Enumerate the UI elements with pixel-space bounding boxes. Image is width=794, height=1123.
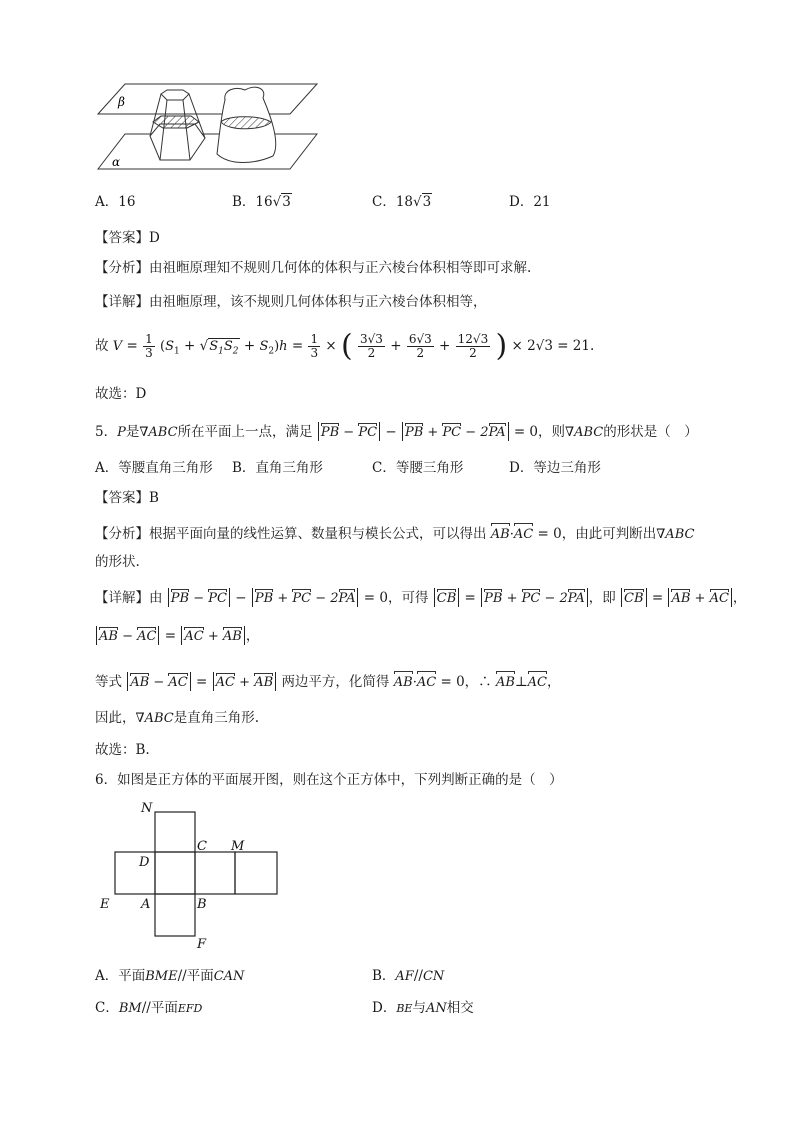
q6-option-d: D．BE与AN相交 [372, 1000, 474, 1016]
label-M: M [231, 839, 245, 854]
q5-detail-line2: AB − AC = AC + AB ， [95, 626, 259, 646]
q6-option-a: A．平面BME//平面CAN [95, 968, 245, 984]
label-D: D [139, 855, 150, 870]
q5-analysis: 【分析】根据平面向量的线性运算、数量积与模长公式，可以得出 AB·AC = 0，由此可判断出∇ABC [95, 522, 694, 545]
q4-answer: 【答案】D [95, 230, 160, 246]
q4-formula: 故 V = $\frac{1}{3}$ $(S_1 + √S_1S_2 + S_2)h$ = $\frac{1}{3}$ × ( $\frac{3√3}{2}$ + $\frac{6√3}{2}$ + $\frac{12√3}{2}$ ) × 2√3 = 21. [95, 328, 595, 364]
q4-option-b: B．16√3 [232, 194, 291, 210]
q6-option-b: B．AF//CN [372, 968, 445, 984]
q4-option-d: D．21 [509, 194, 551, 210]
q5-choose: 故选：B. [95, 742, 150, 758]
q5-analysis-cont: 的形状. [95, 554, 140, 570]
label-E: E [100, 897, 110, 912]
q5-stem: 5．P是∇ABC所在平面上一点，满足 PB − PC − PB + PC − 2PA = 0，则∇ABC的形状是（ ） [95, 424, 698, 440]
q4-choose: 故选：D [95, 386, 147, 402]
q5-answer: 【答案】B [95, 490, 159, 506]
q5-detail-line3: 等式 AB − AC = AC + AB 两边平方，化简得 AB·AC = 0，∴ AB⊥AC， [95, 670, 560, 693]
label-alpha: α [112, 155, 121, 169]
q5-detail: 【详解】由 PB − PC − PB + PC − 2PA = 0，可得 CB = PB + PC − 2PA ，即 CB = AB + AC ， [95, 590, 747, 606]
q5-option-a: A．等腰直角三角形 [95, 460, 213, 476]
q6-option-c: C．BM//平面EFD [95, 1000, 203, 1016]
label-B: B [197, 897, 207, 912]
cube-net-figure [95, 798, 295, 950]
q5-option-d: D．等边三角形 [509, 460, 601, 476]
q5-option-c: C．等腰三角形 [372, 460, 464, 476]
q4-option-c: C．18√3 [372, 194, 432, 210]
label-F: F [197, 937, 207, 950]
label-beta: β [118, 95, 125, 109]
q6-stem: 6．如图是正方体的平面展开图，则在这个正方体中，下列判断正确的是（ ） [95, 772, 563, 788]
q4-analysis: 【分析】由祖暅原理知不规则几何体的体积与正六棱台体积相等即可求解. [95, 260, 532, 276]
q4-detail: 【详解】由祖暅原理，该不规则几何体体积与正六棱台体积相等， [95, 294, 487, 310]
q4-option-a: A．16 [95, 194, 136, 210]
hexagonal-frustum [150, 90, 205, 160]
q5-option-b: B．直角三角形 [232, 460, 323, 476]
cavalieri-figure [95, 76, 325, 174]
plane-alpha [98, 134, 317, 169]
label-N: N [141, 801, 153, 816]
label-A: A [141, 897, 151, 912]
q5-conclusion: 因此，∇ABC是直角三角形. [95, 710, 260, 726]
label-C: C [197, 839, 207, 854]
plane-beta [98, 84, 317, 114]
irregular-solid [217, 87, 276, 162]
